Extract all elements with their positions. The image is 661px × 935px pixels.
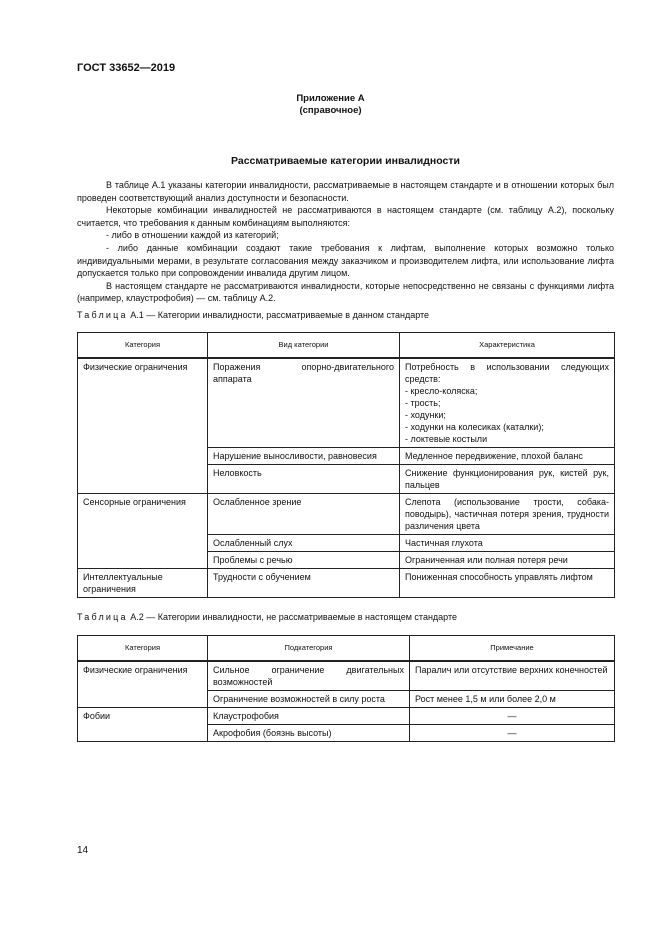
table2 <box>77 635 615 742</box>
annex-title: Приложение А <box>296 93 365 104</box>
table1 <box>77 332 615 598</box>
table2-header-row <box>78 636 615 662</box>
table2-cell-note: Паралич или отсутствие верхних конечностей <box>410 661 615 691</box>
table1-cell-desc: Снижение функционирования рук, кистей рук, пальцев <box>400 465 615 494</box>
table2-header-note: Примечание <box>410 636 615 662</box>
table1-caption <box>77 310 429 320</box>
table1-cell-kind: Трудности с обучением <box>208 569 400 598</box>
table1-header-category: Категория <box>78 333 208 359</box>
table1-cell-desc: Потребность в использовании следующих средств: - кресло-коляска; - трость; - ходунки; - ходунки на колесиках (каталки); - локтевые костыли <box>400 358 615 448</box>
annex-type: (справочное) <box>299 105 362 116</box>
paragraph: В таблице А.1 указаны категории инвалидности, рассматриваемые в настоящем стандарте и в отношении которых был проведен соответствующий анализ доступности и безопасности. <box>77 180 614 203</box>
table1-cell-desc: Пониженная способность управлять лифтом <box>400 569 615 598</box>
table1-cell-kind: Неловкость <box>208 465 400 494</box>
table2-caption <box>77 612 457 622</box>
table-row <box>78 661 615 691</box>
table1-cell-category: Сенсорные ограничения <box>78 494 208 569</box>
table2-caption-text: А.2 — Категории инвалидности, не рассматриваемые в настоящем стандарте <box>127 612 458 622</box>
table2-header-category: Категория <box>78 636 208 662</box>
table-row <box>78 358 615 448</box>
table1-cell-kind: Поражения опорно-двигательного аппарата <box>208 358 400 448</box>
table1-cell-kind: Ослабленное зрение <box>208 494 400 535</box>
paragraph: - либо данные комбинации создают такие требования к лифтам, выполнение которых возможно только индивидуальными мерами, в результате согласования между заказчиком и производителем лифта, или использование лифта допускается только при сопровождении инвалида другим лицом. <box>77 242 614 279</box>
table2-cell-note: Рост менее 1,5 м или более 2,0 м <box>410 691 615 708</box>
table1-cell-desc: Слепота (использование трости, собака-поводырь), частичная потеря зрения, трудности различения цвета <box>400 494 615 535</box>
body-text <box>77 179 614 305</box>
paragraph: - либо в отношении каждой из категорий; <box>106 230 279 241</box>
table1-cell-kind: Проблемы с речью <box>208 552 400 569</box>
table1-cell-kind: Ослабленный слух <box>208 535 400 552</box>
table2-header-subcategory: Подкатегория <box>208 636 410 662</box>
table1-caption-text: А.1 — Категории инвалидности, рассматриваемые в данном стандарте <box>127 310 430 320</box>
table-row <box>78 494 615 535</box>
table2-cell-category: Фобии <box>78 708 208 742</box>
paragraph: Некоторые комбинации инвалидностей не рассматриваются в настоящем стандарте (см. таблицу А.2), поскольку считается, что требования к данным комбинациям выполняются: <box>77 205 614 228</box>
table2-cell-category: Физические ограничения <box>78 661 208 708</box>
table2-cell-sub: Акрофобия (боязнь высоты) <box>208 725 410 742</box>
table1-cell-category: Интеллектуальные ограничения <box>78 569 208 598</box>
page-number: 14 <box>77 845 89 856</box>
table1-header-row <box>78 333 615 359</box>
table1-caption-prefix: Таблица <box>77 310 128 320</box>
table1-header-kind: Вид категории <box>208 333 400 359</box>
table2-cell-sub: Клаустрофобия <box>208 708 410 725</box>
paragraph: В настоящем стандарте не рассматриваются инвалидности, которые непосредственно не связаны с функциями лифта (например, клаустрофобия) — см. таблицу А.2. <box>77 280 614 304</box>
table1-header-description: Характеристика <box>400 333 615 359</box>
table2-caption-prefix: Таблица <box>77 612 128 622</box>
standard-designation: ГОСТ 33652—2019 <box>77 62 176 74</box>
table1-cell-desc: Частичная глухота <box>400 535 615 552</box>
table1-cell-kind: Нарушение выносливости, равновесия <box>208 448 400 465</box>
table1-cell-desc: Ограниченная или полная потеря речи <box>400 552 615 569</box>
section-title: Рассматриваемые категории инвалидности <box>231 155 460 167</box>
table-row <box>78 569 615 598</box>
table1-cell-desc: Медленное передвижение, плохой баланс <box>400 448 615 465</box>
table-row <box>78 708 615 725</box>
table2-cell-note: — <box>410 725 615 742</box>
table2-cell-sub: Сильное ограничение двигательных возможностей <box>208 661 410 691</box>
table2-cell-note: — <box>410 708 615 725</box>
table1-cell-category: Физические ограничения <box>78 358 208 494</box>
table2-cell-sub: Ограничение возможностей в силу роста <box>208 691 410 708</box>
